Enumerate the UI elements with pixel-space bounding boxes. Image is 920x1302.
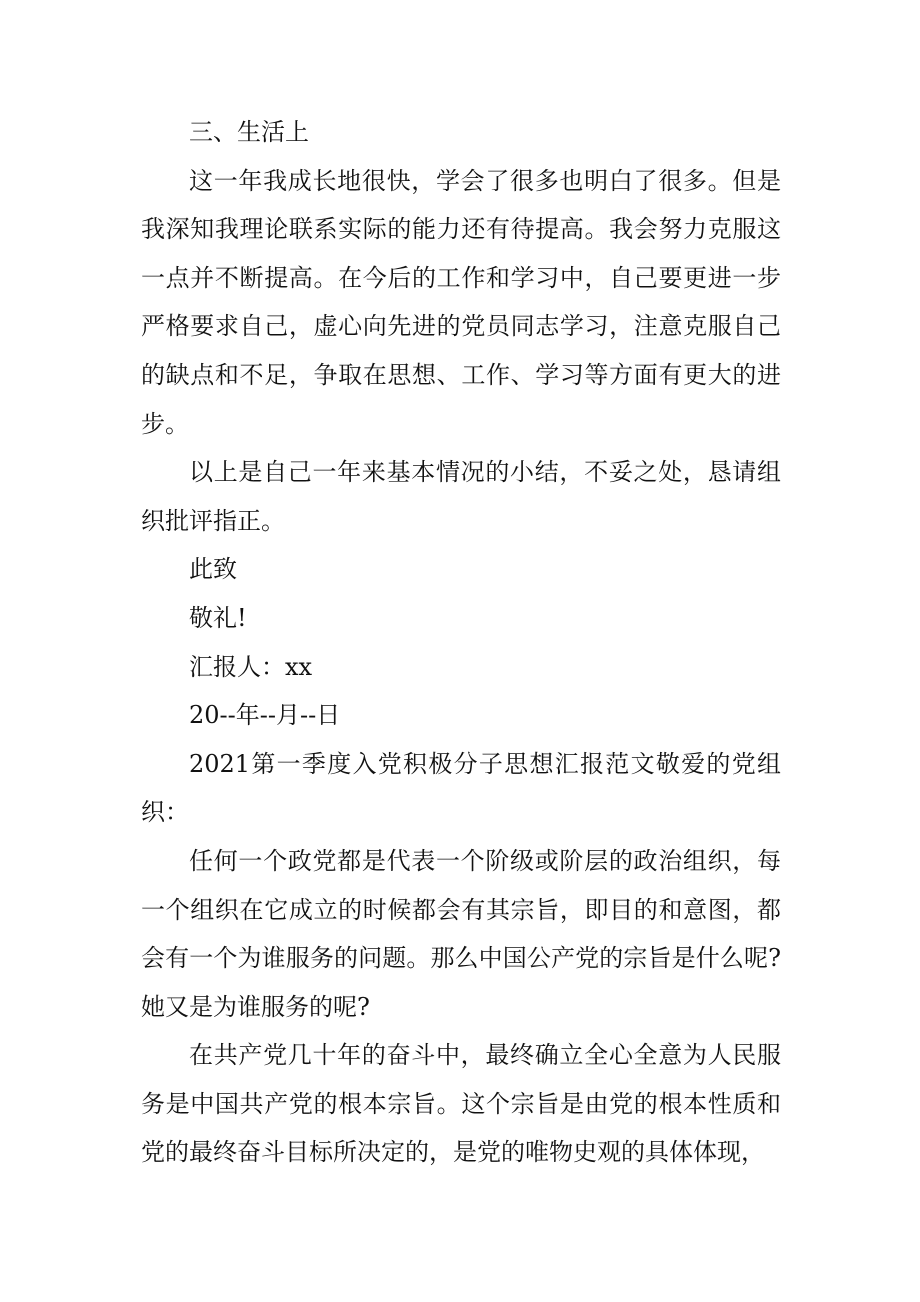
paragraph-party-purpose-question: 任何一个政党都是代表一个阶级或阶层的政治组织，每一个组织在它成立的时候都会有其宗旨，即目的和意图，都会有一个为谁服务的问题。那么中国公产党的宗旨是什么呢?她又是为谁服务的呢?	[141, 846, 781, 1021]
document-body	[141, 108, 781, 1177]
closing-salutation: 此致	[189, 555, 237, 584]
paragraph-conclusion: 以上是自己一年来基本情况的小结，不妥之处，恳请组织批评指正。	[141, 458, 781, 535]
paragraph-party-fundamental-purpose: 在共产党几十年的奋斗中，最终确立全心全意为人民服务是中国共产党的根本宗旨。这个宗旨是由党的根本性质和党的最终奋斗目标所决定的，是党的唯物史观的具体体现，	[141, 1041, 781, 1167]
reporter-name: 汇报人：xx	[189, 652, 313, 681]
second-report-title: 2021第一季度入党积极分子思想汇报范文敬爱的党组织：	[141, 749, 781, 827]
closing-respect: 敬礼!	[189, 603, 247, 632]
report-date: 20--年--月--日	[189, 701, 341, 730]
section-heading: 三、生活上	[189, 118, 309, 146]
paragraph-life-summary: 这一年我成长地很快，学会了很多也明白了很多。但是我深知我理论联系实际的能力还有待提高。我会努力克服这一点并不断提高。在今后的工作和学习中，自己要更进一步严格要求自己，虚心向先进的党员同志学习，注意克服自己的缺点和不足，争取在思想、工作、学习等方面有更大的进步。	[141, 166, 781, 438]
